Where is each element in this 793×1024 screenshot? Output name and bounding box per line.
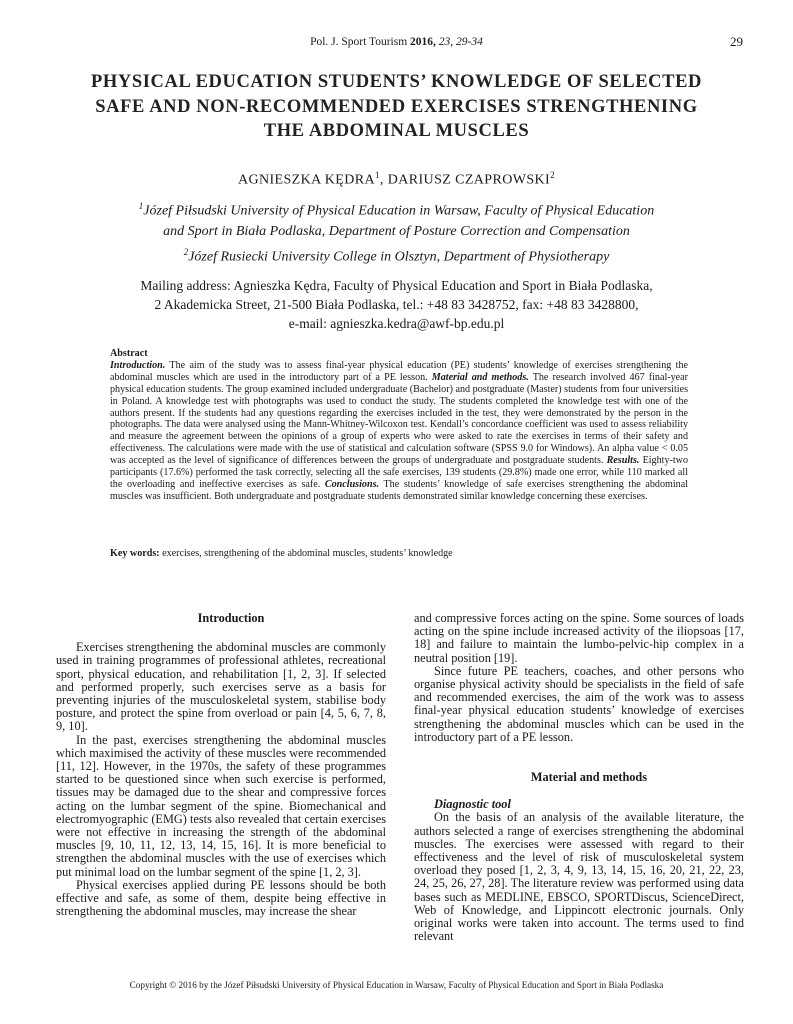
- abstract-label-results: Results.: [606, 455, 640, 467]
- keywords-text: exercises, strengthening of the abdominal muscles, students’ knowledge: [159, 548, 453, 559]
- page-number: 29: [730, 34, 743, 49]
- affiliation-line: and Sport in Biała Podlaska, Department of Posture Correction and Compensation: [163, 223, 630, 239]
- affiliation-mark: 2: [183, 246, 189, 257]
- mailing-email: e-mail: agnieszka.kedra@awf-bp.edu.pl: [288, 316, 505, 331]
- abstract: [110, 348, 688, 503]
- paragraph: In the past, exercises strengthening the abdominal muscles which maximised the activity of these muscles were recommended [11, 12]. However, in the 1970s, the safety of these programmes started to be questioned since when such exercise is performed, tissues may be damaged due to the shear and compressive forces acting on the lumbar segment of the spine. Biomechanical and electromyographic (EMG) tests also revealed that certain exercises were not effective in increasing the strength of the abdominal muscles [9, 10, 11, 12, 13, 14, 15, 16]. It is more beneficial to strengthen the abdominal muscles with the use of exercises which put minimal load on the lumbar segment of the spine [1, 2, 3].: [56, 732, 386, 879]
- abstract-label-conclusions: Conclusions.: [324, 478, 380, 490]
- right-column: [414, 612, 744, 943]
- section-heading-methods: Material and methods: [530, 770, 648, 785]
- journal-volume-pages: 23, 29-34: [438, 36, 483, 48]
- keywords: [110, 548, 688, 560]
- abstract-label-introduction: Introduction.: [110, 359, 166, 371]
- affiliation-line: $^1$Józef Piłsudski University of Physical Education in Warsaw, Faculty of Physical Education: [138, 201, 655, 219]
- mailing-address: [90, 276, 703, 333]
- paragraph: Exercises strengthening the abdominal muscles are commonly used in training programmes of professional athletes, recreational sport, physical education, and rehabilitation [1, 2, 3]. If selected and performed properly, such exercises serve as a basis for preventing injuries of the musculoskeletal system, stabilise body posture, and protect the spine from overload or pain [4, 5, 6, 7, 8, 9, 10].: [56, 640, 386, 734]
- paragraph: Since future PE teachers, coaches, and other persons who organise physical activity should be specialists in the field of safe and recommended exercises, the aim of the work was to assess final-year physical education students’ knowledge of exercises strengthening the abdominal muscles which can be used in the introductory part of a PE lesson.: [414, 663, 744, 744]
- journal-year: 2016,: [410, 36, 436, 48]
- section-heading-introduction: Introduction: [197, 611, 265, 625]
- abstract-label-methods: Material and methods.: [431, 371, 529, 383]
- title-line: PHYSICAL EDUCATION STUDENTS’ KNOWLEDGE OF SELECTED: [91, 72, 702, 92]
- title-line: SAFE AND NON-RECOMMENDED EXERCISES STRENGTHENING: [95, 96, 698, 117]
- paragraph: On the basis of an analysis of the available literature, the authors selected a range of exercises strengthening the abdominal muscles. The exercises were assessed with regard to their effectiveness and the level of risk of musculoskeletal system overload they posed [1, 2, 3, 4, 9, 13, 14, 15, 16, 20, 21, 22, 23, 24, 25, 26, 27, 28]. The literature review was performed using data bases such as MEDLINE, EBSCO, SPORTDiscus, ScienceDirect, Web of Knowledge, and Lippincott electronic journals. Only original works were taken into account. The terms used to find relevant: [414, 810, 744, 944]
- left-column: [56, 612, 386, 918]
- affiliation-line: $^2$Józef Rusiecki University College in Olsztyn, Department of Physiotherapy: [183, 246, 610, 265]
- article-title: [60, 70, 733, 144]
- keywords-label: Key words:: [110, 548, 160, 559]
- affiliation-mark: 1: [138, 201, 144, 211]
- copyright-footer: Copyright © 2016 by the Józef Piłsudski University of Physical Education in Warsaw, Faculty of Physical Education and Sport in Biała Podlaska: [129, 980, 664, 990]
- abstract-body: Introduction. The aim of the study was to assess final-year physical education (PE) students’ knowledge of exercises strengthening the abdominal muscles which are used in the introductory part of a PE lesson. Material and methods. The research involved 467 final-year physical education students. The group examined included undergraduate (Bachelor) and postgraduate (Master) students from four universities in Poland. A knowledge test with photographs was used to conduct the study. The students completed the knowledge test with one of the authors present. If the students had any questions regarding the exercises included in the test, they were demonstrated by the person in the photographs. The data were analysed using the Mann-Whitney-Wilcoxon test. Kendall’s concordance coefficient was used to assess reliability and measure the agreement between the opinions of a group of experts who were asked to rate the exercises in terms of their safety and effectiveness. The calculations were made with the use of statistical and calculation software (SPSS 9.0 for Windows). An alpha value < 0.05 was accepted as the level of significance of differences between the groups of undergraduate and postgraduate students. Results. Eighty-two participants (17.6%) performed the task correctly, selecting all the safe exercises, 139 students (29.8%) made one error, while 110 marked all the overloading and ineffective exercises as safe. Conclusions. The students’ knowledge of safe exercises strengthening the abdominal muscles was insufficient. Both undergraduate and postgraduate students demonstrated similar knowledge concerning these exercises.: [110, 359, 688, 502]
- paragraph: and compressive forces acting on the spine. Some sources of loads acting on the spine include increased activity of the iliopsoas [17, 18] and failure to maintain the lumbo-pelvic-hip complex in a neutral position [19].: [414, 611, 744, 665]
- mailing-line: 2 Akademicka Street, 21-500 Biała Podlaska, tel.: +48 83 3428752, fax: +48 83 3428800,: [154, 297, 639, 312]
- running-head: [0, 36, 793, 48]
- title-line: THE ABDOMINAL MUSCLES: [263, 121, 530, 141]
- journal-name: Pol. J. Sport Tourism: [310, 36, 408, 48]
- subsection-heading: Diagnostic tool: [434, 797, 511, 812]
- author-separator: ,: [379, 172, 388, 188]
- author-name: DARIUSZ CZAPROWSKI: [387, 172, 551, 188]
- paragraph: Physical exercises applied during PE lessons should be both effective and safe, as some of them, despite being effective in strengthening the abdominal muscles, may increase the shear: [56, 877, 386, 919]
- mailing-line: Mailing address: Agnieszka Kędra, Faculty of Physical Education and Sport in Biała Podlaska,: [140, 278, 653, 293]
- abstract-heading: Abstract: [110, 348, 148, 359]
- author-list: [0, 170, 793, 189]
- affiliations: [90, 196, 703, 267]
- author-name: AGNIESZKA KĘDRA: [237, 172, 376, 188]
- author-affiliation-mark: 1: [375, 170, 380, 180]
- author-affiliation-mark: 2: [550, 170, 556, 180]
